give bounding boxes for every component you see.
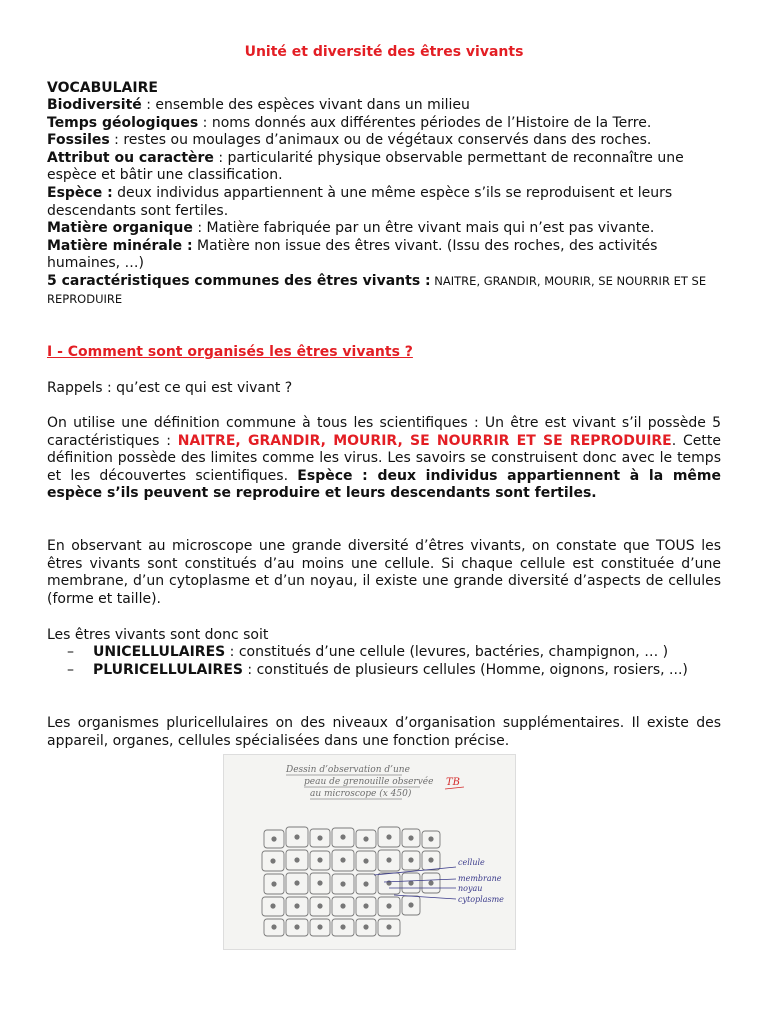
grade-mark: TB — [446, 777, 461, 788]
vocab-item — [47, 185, 721, 220]
vocab-item — [47, 97, 721, 115]
vocab-term: Temps géologiques — [47, 114, 199, 131]
vocab-term: Matière organique — [47, 220, 193, 237]
vocab-item — [47, 132, 721, 150]
list-def: : constitués de plusieurs cellules (Homme, oignons, rosiers, ...) — [242, 661, 688, 678]
paragraph-intro: Les êtres vivants sont donc soit — [47, 627, 269, 643]
rappels-line: Rappels : qu’est ce qui est vivant ? — [47, 380, 293, 396]
vocab-term: Attribut ou caractère — [47, 149, 214, 166]
vocab-item — [47, 238, 721, 273]
figure-title-line1: Dessin d’observation d’une — [286, 765, 410, 775]
vocab-term: Matière minérale : — [47, 237, 193, 254]
paragraph-text: On utilise une définition commune à tous les scientifiques : Un être est vivant s’il possède 5 caractéristiques : — [47, 415, 721, 449]
page-title: Unité et diversité des êtres vivants — [244, 44, 524, 60]
vocab-def: : ensemble des espèces vivant dans un milieu — [141, 97, 470, 113]
vocab-list — [47, 97, 721, 308]
vocab-item — [47, 220, 721, 238]
vocab-def: : particularité physique observable permettant de reconnaître une espèce et bâtir une classification. — [47, 149, 684, 184]
list-def: : constitués d’une cellule (levures, bactéries, champignon, … ) — [225, 644, 669, 660]
vocab-def: Matière non issue des êtres vivant. (Issu des roches, des activités humaines, …) — [47, 237, 658, 272]
frog-skin-drawing — [223, 754, 516, 950]
five-characteristics-term: 5 caractéristiques communes des êtres vivants : — [47, 272, 431, 289]
list-item — [47, 662, 721, 680]
label-cellule: cellule — [458, 858, 485, 867]
paragraph-organisation: Les organismes pluricellulaires on des niveaux d’organisation supplémentaires. Il existe des appareil, organes, cellules spécialisées dans une fonction précise. — [47, 715, 721, 749]
figure-title-line2: peau de grenouille observée — [304, 777, 434, 787]
cell-drawing-svg — [224, 755, 515, 949]
figure-title-line3: au microscope (x 450) — [310, 789, 412, 799]
vocab-def: : Matière fabriquée par un être vivant mais qui n’est pas vivante. — [192, 220, 655, 237]
paragraph-microscope: En observant au microscope une grande diversité d’êtres vivants, on constate que TOUS les êtres vivants sont constitués d’au moins une cellule. Si chaque cellule est constituée d’une membrane, d’un cytoplasme et d’un noyau, il existe une grande diversité d’aspects de cellules (forme et taille). — [47, 538, 721, 607]
dash-bullet: – — [67, 661, 74, 678]
list-term: UNICELLULAIRES — [93, 644, 226, 660]
paragraph-text: . Cette définition possède des limites comme les virus. Les savoirs se construisent donc avec le temps et les découvertes scientifiques. — [47, 432, 721, 484]
vocab-term: Biodiversité — [47, 97, 142, 113]
species-definition: Espèce : deux individus appartiennent à la même espèce s’ils peuvent se reproduire et leurs descendants sont fertiles. — [47, 467, 721, 502]
list-term: PLURICELLULAIRES — [93, 661, 243, 678]
vocab-term: Fossiles — [47, 132, 110, 149]
paragraph-definition — [47, 415, 721, 503]
vocab-heading: VOCABULAIRE — [47, 80, 158, 96]
vocab-term: Espèce : — [47, 184, 113, 201]
vocab-def: deux individus appartiennent à une même espèce s’ils se reproduisent et leurs descendants sont fertiles. — [47, 184, 673, 219]
list-item — [47, 644, 721, 662]
vocab-item — [47, 115, 721, 133]
five-characteristics — [47, 273, 721, 308]
five-characteristics-highlight: NAITRE, GRANDIR, MOURIR, SE NOURRIR ET SE REPRODUIRE — [177, 432, 672, 449]
organism-type-list — [47, 644, 721, 679]
label-membrane: membrane — [458, 874, 502, 883]
vocab-def: : noms donnés aux différentes périodes de l’Histoire de la Terre. — [198, 114, 652, 131]
section-title: I - Comment sont organisés les êtres vivants ? — [47, 344, 413, 360]
vocab-item — [47, 150, 721, 185]
label-cytoplasme: cytoplasme — [458, 895, 504, 904]
label-noyau: noyau — [458, 884, 483, 893]
dash-bullet: – — [67, 644, 74, 660]
five-characteristics-def: NAITRE, GRANDIR, MOURIR, SE NOURRIR ET SE REPRODUIRE — [47, 273, 707, 306]
cell-grid — [262, 827, 440, 936]
vocab-def: : restes ou moulages d’animaux ou de végétaux conservés dans des roches. — [109, 132, 652, 149]
